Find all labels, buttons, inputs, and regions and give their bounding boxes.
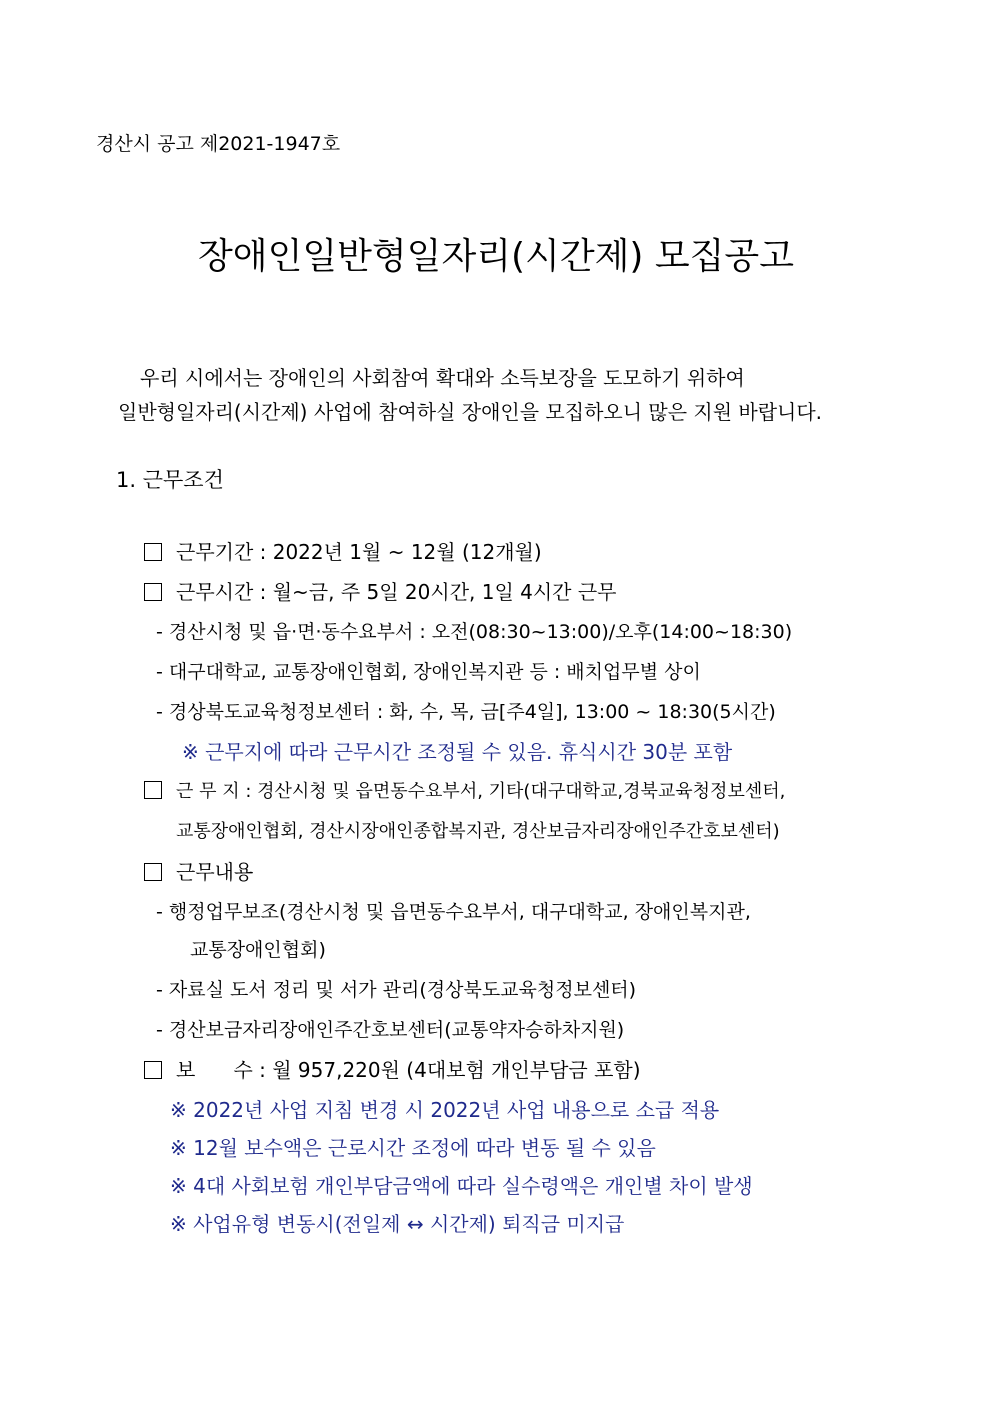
duties-subitem-continued: 교통장애인협회) [190, 939, 326, 961]
period-text: 근무기간 : 2022년 1월 ~ 12월 (12개월) [176, 540, 542, 564]
duties-subitem: - 경산보금자리장애인주간호보센터(교통약자승하차지원) [156, 1019, 625, 1041]
pay-text: 보 수 : 월 957,220원 (4대보험 개인부담금 포함) [176, 1058, 641, 1082]
pay-note: ※ 2022년 사업 지침 변경 시 2022년 사업 내용으로 소급 적용 [170, 1098, 720, 1122]
pay-note: ※ 12월 보수액은 근로시간 조정에 따라 변동 될 수 있음 [170, 1136, 656, 1160]
period-item [144, 538, 542, 566]
pay-item [144, 1056, 641, 1084]
place-text-continued: 교통장애인협회, 경산시장애인종합복지관, 경산보금자리장애인주간호보센터) [176, 821, 780, 842]
checkbox-square-icon [144, 583, 162, 601]
notice-number: 경산시 공고 제2021-1947호 [96, 133, 341, 155]
intro-line-1: 우리 시에서는 장애인의 사회참여 확대와 소득보장을 도모하기 위하여 [140, 366, 745, 390]
checkbox-square-icon [144, 863, 162, 881]
section-heading: 1. 근무조건 [116, 468, 224, 492]
duties-text: 근무내용 [176, 860, 254, 884]
duties-item [144, 858, 253, 886]
checkbox-square-icon [144, 1061, 162, 1079]
place-text: 근 무 지 : 경산시청 및 읍면동수요부서, 기타(대구대학교,경북교육청정보센터, [176, 781, 786, 802]
place-item [144, 778, 785, 806]
hours-subitem: - 경산시청 및 읍·면·동수요부서 : 오전(08:30~13:00)/오후(14:00~18:30) [156, 621, 793, 643]
hours-subitem: - 대구대학교, 교통장애인협회, 장애인복지관 등 : 배치업무별 상이 [156, 661, 701, 683]
pay-note: ※ 사업유형 변동시(전일제 ↔ 시간제) 퇴직금 미지급 [170, 1212, 625, 1236]
hours-subitem: - 경상북도교육청정보센터 : 화, 수, 목, 금[주4일], 13:00 ~ 18:30(5시간) [156, 701, 776, 723]
duties-subitem: - 자료실 도서 정리 및 서가 관리(경상북도교육청정보센터) [156, 979, 637, 1001]
hours-text: 근무시간 : 월~금, 주 5일 20시간, 1일 4시간 근무 [176, 580, 617, 604]
pay-note: ※ 4대 사회보험 개인부담금액에 따라 실수령액은 개인별 차이 발생 [170, 1174, 753, 1198]
hours-note: ※ 근무지에 따라 근무시간 조정될 수 있음. 휴식시간 30분 포함 [182, 740, 733, 764]
duties-subitem: - 행정업무보조(경산시청 및 읍면동수요부서, 대구대학교, 장애인복지관, [156, 901, 751, 923]
checkbox-square-icon [144, 781, 162, 799]
document-title: 장애인일반형일자리(시간제) 모집공고 [198, 236, 794, 277]
intro-line-2: 일반형일자리(시간제) 사업에 참여하실 장애인을 모집하오니 많은 지원 바랍니다. [118, 400, 823, 424]
checkbox-square-icon [144, 543, 162, 561]
hours-item [144, 578, 617, 606]
